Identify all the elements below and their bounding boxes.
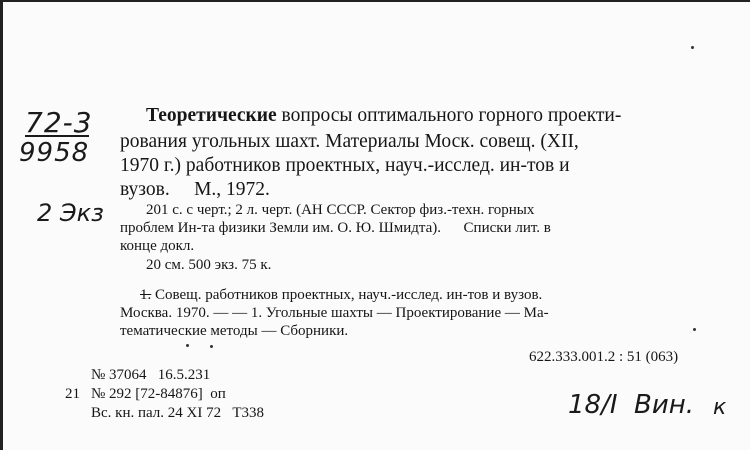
title-line-4: вузов. М., 1972.	[120, 179, 270, 200]
record-prefix: 21	[65, 386, 80, 402]
shelfmark-bottom: 9958	[19, 138, 90, 168]
collation-line-3: конце докл.	[120, 238, 195, 254]
tracing-line-2: Москва. 1970. — — 1. Угольные шахты — Проектирование — Ма-	[120, 305, 549, 321]
record-line-2: № 292 [72-84876] оп	[91, 386, 226, 402]
tracing-line-1-text: Совещ. работников проектных, науч.-исслед. ин-тов и вузов.	[155, 287, 543, 303]
title-line-2: рования угольных шахт. Материалы Моск. совещ. (XII,	[120, 131, 579, 152]
shelfmark-top: 72-3	[25, 106, 93, 139]
handwritten-mark: к	[713, 395, 727, 420]
record-line-1: № 37064 16.5.231	[91, 367, 211, 383]
copies-note: 2 Экз	[37, 199, 104, 227]
collation-line-4: 20 см. 500 экз. 75 к.	[146, 257, 272, 273]
collation-line-2: проблем Ин-та физики Земли им. О. Ю. Шмидта). Списки лит. в	[120, 220, 551, 236]
speck	[693, 328, 696, 331]
tracing-number: 1.	[140, 287, 152, 303]
title-bold-word: Теоретические	[146, 105, 277, 126]
speck	[210, 345, 213, 348]
speck	[691, 46, 694, 49]
title-line-1-rest: вопросы оптимального горного проекти-	[281, 105, 622, 126]
collation-line-1: 201 с. с черт.; 2 л. черт. (АН СССР. Сектор физ.-техн. горных	[146, 202, 535, 218]
udc-classification: 622.333.001.2 : 51 (063)	[529, 349, 679, 365]
title-line-1	[146, 105, 621, 127]
tracing-line-3: тематические методы — Сборники.	[120, 323, 349, 339]
handwritten-signature: 18/I Вин.	[568, 390, 695, 420]
title-line-3: 1970 г.) работников проектных, науч.-исслед. ин-тов и	[120, 155, 570, 176]
speck	[186, 344, 189, 347]
record-line-3: Вс. кн. пал. 24 XI 72 Т338	[91, 405, 265, 421]
tracing-line-1	[140, 287, 542, 304]
